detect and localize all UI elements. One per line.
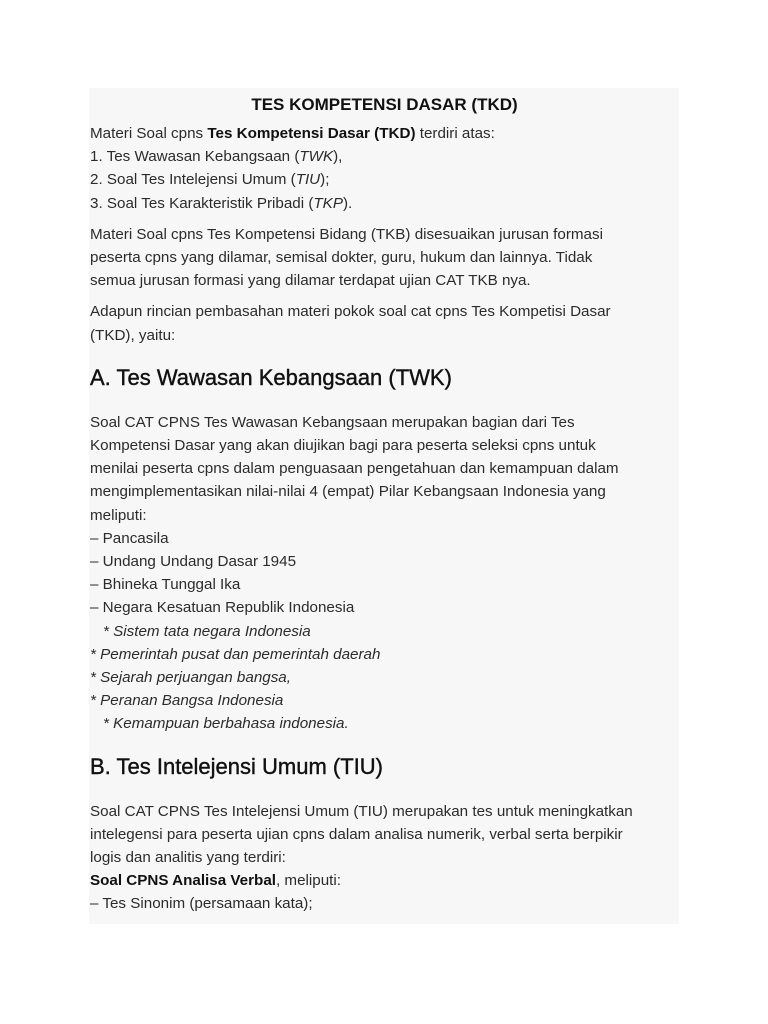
star-item: * Kemampuan berbahasa indonesia. (103, 715, 349, 733)
list-item: 2. Soal Tes Intelejensi Umum (TIU); (90, 171, 330, 189)
verbal-suffix: , meliputi: (275, 872, 341, 890)
star-item: * Sistem tata negara Indonesia (103, 622, 311, 640)
dash-item: – Pancasila (90, 529, 169, 547)
section-a-line: Soal CAT CPNS Tes Wawasan Kebangsaan merupakan bagian dari Tes (90, 413, 575, 431)
dash-item: – Bhineka Tunggal Ika (90, 576, 241, 594)
intro-line (90, 122, 679, 145)
section-a-line: Kompetensi Dasar yang akan diujikan bagi para peserta seleksi cpns untuk (90, 437, 596, 455)
paragraph-tkb-line: Materi Soal cpns Tes Kompetensi Bidang (TKB) disesuaikan jurusan formasi (90, 225, 603, 243)
page-title: TES KOMPETENSI DASAR (TKD) (251, 95, 518, 114)
section-a-line: meliputi: (90, 506, 147, 524)
section-b-line: Soal CAT CPNS Tes Intelejensi Umum (TIU) merupakan tes untuk meningkatkan (90, 802, 633, 820)
section-a-heading: A. Tes Wawasan Kebangsaan (TWK) (90, 364, 452, 390)
intro-suffix: terdiri atas: (415, 125, 495, 142)
list-item: 3. Soal Tes Karakteristik Pribadi (TKP). (90, 194, 353, 212)
document-content (89, 88, 679, 924)
dash-item: – Negara Kesatuan Republik Indonesia (90, 599, 355, 617)
dash-item: – Tes Sinonim (persamaan kata); (90, 895, 313, 913)
section-a-line: menilai peserta cpns dalam penguasaan pengetahuan dan kemampuan dalam (90, 460, 619, 478)
section-b-heading: B. Tes Intelejensi Umum (TIU) (90, 753, 384, 779)
paragraph-tkb-line: semua jurusan formasi yang dilamar terdapat ujian CAT TKB nya. (90, 272, 531, 290)
verbal-line (90, 869, 679, 892)
intro-prefix: Materi Soal cpns (90, 125, 208, 142)
paragraph-tkb-line: peserta cpns yang dilamar, semisal dokter, guru, hukum dan lainnya. Tidak (90, 249, 593, 267)
star-item: * Peranan Bangsa Indonesia (90, 692, 284, 710)
section-a-line: mengimplementasikan nilai-nilai 4 (empat) Pilar Kebangsaan Indonesia yang (90, 483, 606, 501)
verbal-bold: Soal CPNS Analisa Verbal (90, 872, 276, 890)
list-item: 1. Tes Wawasan Kebangsaan (TWK), (90, 148, 343, 166)
star-item: * Sejarah perjuangan bangsa, (90, 669, 291, 687)
star-item: * Pemerintah pusat dan pemerintah daerah (90, 645, 381, 663)
paragraph-rincian-line: (TKD), yaitu: (90, 326, 176, 344)
section-b-line: logis dan analitis yang terdiri: (90, 849, 286, 867)
intro-bold: Tes Kompetensi Dasar (TKD) (207, 125, 416, 142)
paragraph-rincian-line: Adapun rincian pembasahan materi pokok soal cat cpns Tes Kompetisi Dasar (90, 303, 611, 321)
dash-item: – Undang Undang Dasar 1945 (90, 553, 297, 571)
section-b-line: intelegensi para peserta ujian cpns dalam analisa numerik, verbal serta berpikir (90, 825, 623, 843)
